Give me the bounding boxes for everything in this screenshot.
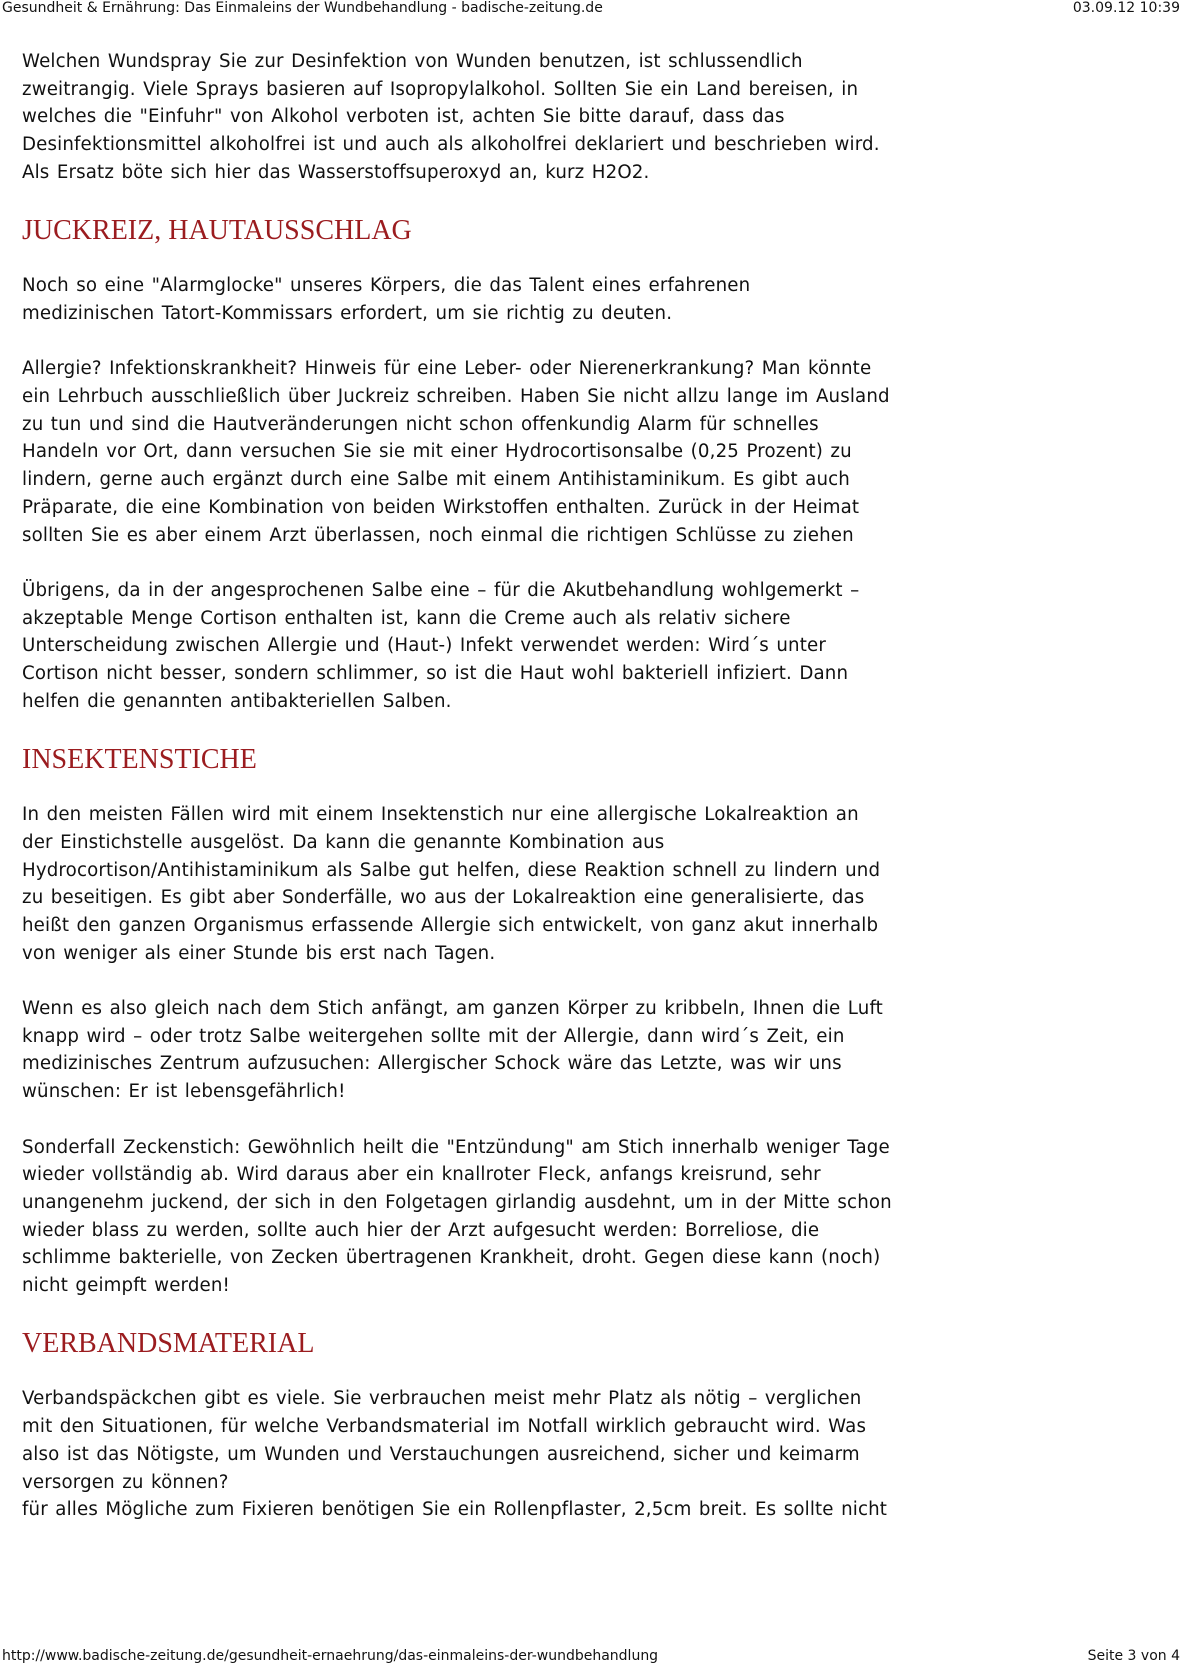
paragraph bbox=[22, 801, 927, 967]
print-header bbox=[0, 0, 1200, 22]
text-line: zweitrangig. Viele Sprays basieren auf Isopropylalkohol. Sollten Sie ein Land bereisen, in bbox=[22, 78, 859, 100]
text-line: akzeptable Menge Cortison enthalten ist, kann die Creme auch als relativ sichere bbox=[22, 607, 791, 629]
text-line: Übrigens, da in der angesprochenen Salbe eine – für die Akutbehandlung wohlgemerkt – bbox=[22, 579, 860, 601]
text-line: versorgen zu können? bbox=[22, 1471, 229, 1493]
text-line: wieder blass zu werden, sollte auch hier der Arzt aufgesucht werden: Borreliose, die bbox=[22, 1219, 820, 1241]
page-title: Gesundheit & Ernährung: Das Einmaleins der Wundbehandlung - badische-zeitung.de bbox=[2, 0, 603, 16]
text-line: von weniger als einer Stunde bis erst nach Tagen. bbox=[22, 942, 496, 964]
text-line: unangenehm juckend, der sich in den Folgetagen girlandig ausdehnt, um in der Mitte schon bbox=[22, 1191, 892, 1213]
section-heading-verbandsmaterial: VERBANDSMATERIAL bbox=[22, 1328, 315, 1360]
text-line: Wenn es also gleich nach dem Stich anfängt, am ganzen Körper zu kribbeln, Ihnen die Luft bbox=[22, 998, 883, 1020]
intro-paragraph bbox=[22, 48, 927, 187]
text-line: Unterscheidung zwischen Allergie und (Haut-) Infekt verwendet werden: Wird´s unter bbox=[22, 635, 826, 657]
print-datetime: 03.09.12 10:39 bbox=[1072, 0, 1180, 16]
text-line: Cortison nicht besser, sondern schlimmer, so ist die Haut wohl bakteriell infiziert. Dann bbox=[22, 663, 849, 685]
text-line: Allergie? Infektionskrankheit? Hinweis für eine Leber- oder Nierenerkrankung? Man könnte bbox=[22, 358, 872, 380]
text-line: Als Ersatz böte sich hier das Wasserstoffsuperoxyd an, kurz H2O2. bbox=[22, 161, 650, 183]
paragraph bbox=[22, 577, 927, 716]
text-line: Hydrocortison/Antihistaminikum als Salbe gut helfen, diese Reaktion schnell zu lindern und bbox=[22, 859, 881, 881]
text-line: wünschen: Er ist lebensgefährlich! bbox=[22, 1081, 346, 1103]
text-line: ein Lehrbuch ausschließlich über Juckreiz schreiben. Haben Sie nicht allzu lange im Ausland bbox=[22, 386, 890, 407]
text-line: der Einstichstelle ausgelöst. Da kann die genannte Kombination aus bbox=[22, 831, 665, 853]
article-body bbox=[22, 48, 927, 1524]
text-line: Welchen Wundspray Sie zur Desinfektion von Wunden benutzen, ist schlussendlich bbox=[22, 51, 803, 72]
text-line: schlimme bakterielle, von Zecken übertragenen Krankheit, droht. Gegen diese kann (noch) bbox=[22, 1247, 881, 1269]
text-line: Noch so eine "Alarmglocke" unseres Körpers, die das Talent eines erfahrenen bbox=[22, 275, 751, 297]
text-line: also ist das Nötigste, um Wunden und Verstauchungen ausreichend, sicher und keimarm bbox=[22, 1443, 860, 1465]
text-line: Desinfektionsmittel alkoholfrei ist und auch als alkoholfrei deklariert und beschrieben wird. bbox=[22, 134, 880, 156]
text-line: knapp wird – oder trotz Salbe weitergehen sollte mit der Allergie, dann wird´s Zeit, ein bbox=[22, 1025, 845, 1047]
text-line: Handeln vor Ort, dann versuchen Sie sie mit einer Hydrocortisonsalbe (0,25 Prozent) zu bbox=[22, 441, 852, 463]
page-url: http://www.badische-zeitung.de/gesundheit-ernaehrung/das-einmaleins-der-wundbehandlung bbox=[2, 1648, 659, 1664]
text-line: für alles Mögliche zum Fixieren benötigen Sie ein Rollenpflaster, 2,5cm breit. Es sollte nicht bbox=[22, 1499, 888, 1521]
text-line: Präparate, die eine Kombination von beiden Wirkstoffen enthalten. Zurück in der Heimat bbox=[22, 496, 860, 518]
text-line: sollten Sie es aber einem Arzt überlassen, noch einmal die richtigen Schlüsse zu ziehen bbox=[22, 524, 854, 546]
text-line: helfen die genannten antibakteriellen Salben. bbox=[22, 690, 452, 712]
paragraph bbox=[22, 355, 927, 549]
text-line: wieder vollständig ab. Wird daraus aber ein knallroter Fleck, anfangs kreisrund, sehr bbox=[22, 1164, 821, 1186]
text-line: zu beseitigen. Es gibt aber Sonderfälle, wo aus der Lokalreaktion eine generalisierte, das bbox=[22, 887, 865, 909]
text-line: heißt den ganzen Organismus erfassende Allergie sich entwickelt, von ganz akut innerhalb bbox=[22, 914, 879, 936]
paragraph bbox=[22, 1385, 927, 1524]
section-heading-insektenstiche: INSEKTENSTICHE bbox=[22, 744, 257, 776]
text-line: medizinischen Tatort-Kommissars erfordert, um sie richtig zu deuten. bbox=[22, 302, 673, 324]
text-line: lindern, gerne auch ergänzt durch eine Salbe mit einem Antihistaminikum. Es gibt auch bbox=[22, 469, 850, 491]
text-line: Sonderfall Zeckenstich: Gewöhnlich heilt die "Entzündung" am Stich innerhalb weniger Tage bbox=[22, 1136, 890, 1158]
paragraph bbox=[22, 995, 927, 1106]
paragraph bbox=[22, 272, 927, 327]
print-footer bbox=[0, 1648, 1200, 1670]
text-line: medizinisches Zentrum aufzusuchen: Allergischer Schock wäre das Letzte, was wir uns bbox=[22, 1053, 842, 1075]
paragraph bbox=[22, 1134, 927, 1300]
section-heading-juckreiz: JUCKREIZ, HAUTAUSSCHLAG bbox=[22, 215, 412, 247]
text-line: nicht geimpft werden! bbox=[22, 1275, 230, 1297]
text-line: mit den Situationen, für welche Verbandsmaterial im Notfall wirklich gebraucht wird. Was bbox=[22, 1416, 867, 1438]
text-line: Verbandspäckchen gibt es viele. Sie verbrauchen meist mehr Platz als nötig – verglichen bbox=[22, 1388, 862, 1410]
text-line: zu tun und sind die Hautveränderungen nicht schon offenkundig Alarm für schnelles bbox=[22, 413, 819, 435]
text-line: welches die "Einfuhr" von Alkohol verboten ist, achten Sie bitte darauf, dass das bbox=[22, 106, 785, 128]
page-number: Seite 3 von 4 bbox=[1087, 1648, 1180, 1664]
text-line: In den meisten Fällen wird mit einem Insektenstich nur eine allergische Lokalreaktion an bbox=[22, 804, 859, 826]
